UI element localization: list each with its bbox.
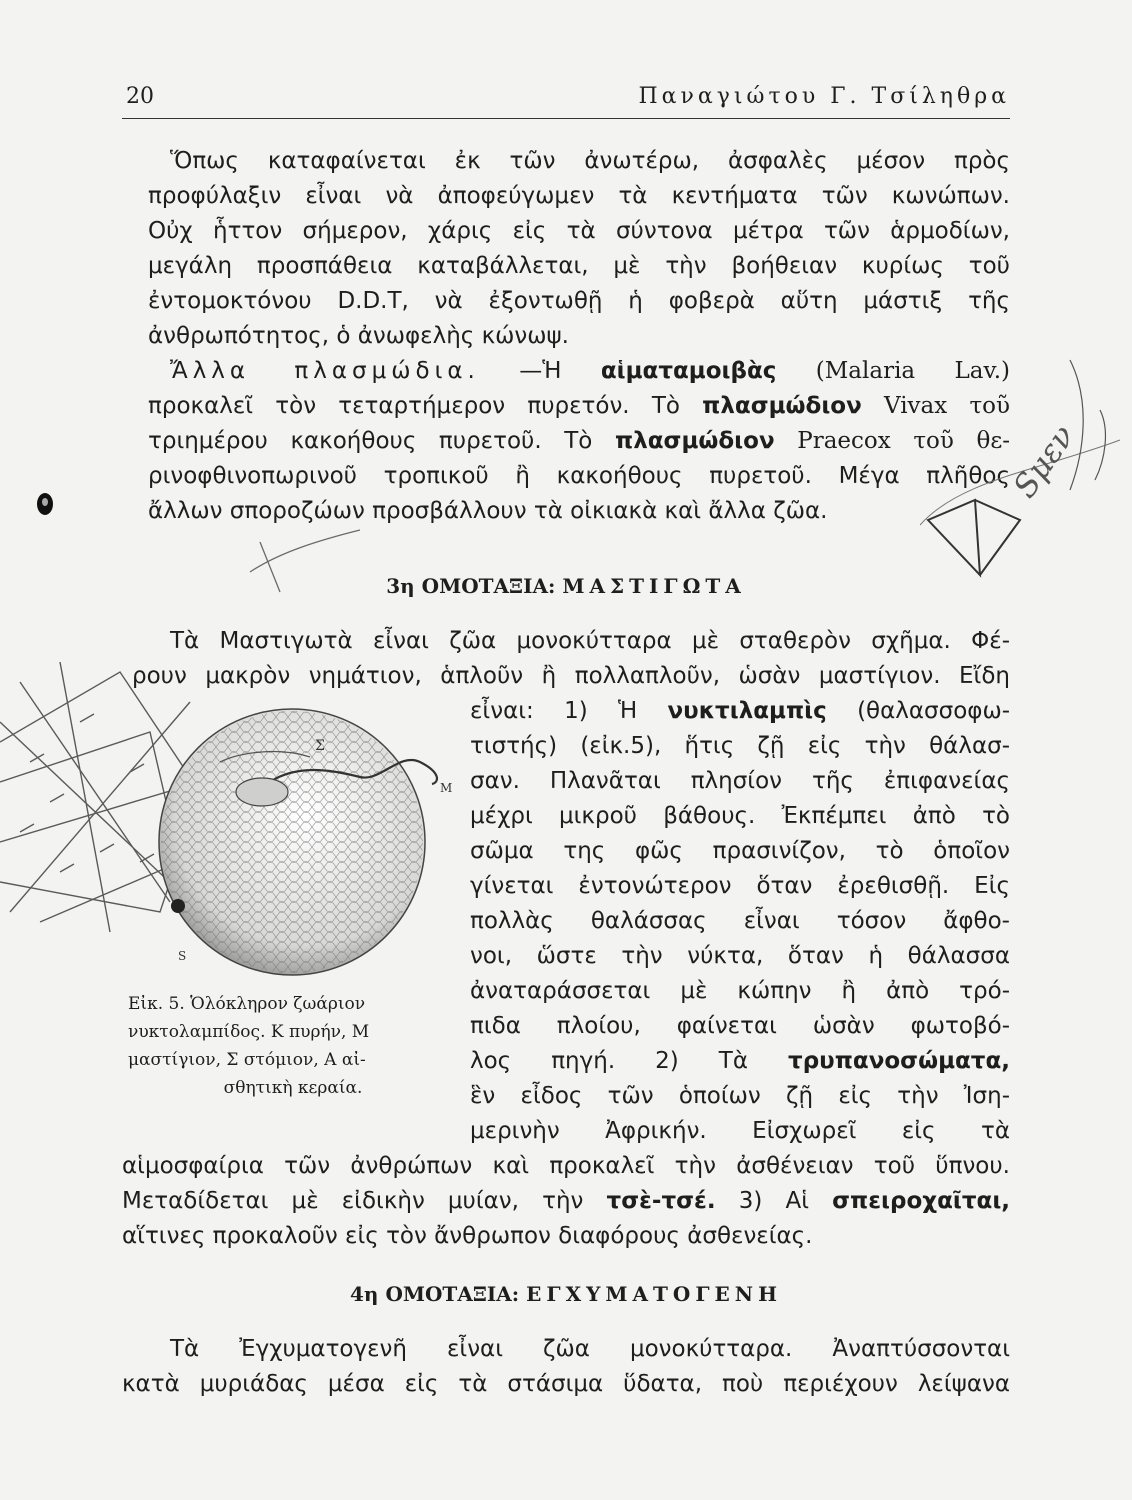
term-trypanosomata: τρυπανοσώματα,: [788, 1048, 1011, 1074]
text-line: μεγάλη προσπάθεια καταβάλλεται, μὲ τὴν βοήθειαν κυρίως τοῦ: [148, 253, 1010, 279]
margin-pencil-sketch: [920, 340, 1132, 580]
term-noctiluca: νυκτιλαμπὶς: [667, 698, 827, 724]
caption-line: μαστίγιον, Σ στόμιον, Α αἰ-: [128, 1050, 366, 1070]
text-line: προκαλεῖ τὸν τεταρτήμερον πυρετόν. Τὸ πλασμώδιον Vivax τοῦ: [148, 393, 1011, 419]
text-line: ρινοφθινοπωρινοῦ τροπικοῦ ἢ κακοήθους πυρετοῦ. Μέγα πλῆθος: [148, 463, 1010, 489]
noctiluca-figure: [0, 662, 470, 992]
text-line: ἓν εἶδος τῶν ὁποίων ζῇ εἰς τὴν Ἰση-: [470, 1083, 1010, 1109]
figure-caption: [128, 990, 458, 1102]
text-line: λος πηγή. 2) Τὰ τρυπανοσώματα,: [470, 1048, 1011, 1074]
heading-label: ΟΜΟΤΑΞΙΑ:: [385, 1282, 520, 1306]
label-sigma: Σ: [315, 738, 325, 754]
text-line: τριημέρου κακοήθους πυρετοῦ. Τὸ πλασμώδιον Praecox τοῦ θε-: [148, 428, 1011, 454]
text-line: Οὐχ ἧττον σήμερον, χάρις εἰς τὰ σύντονα μέτρα τῶν ἁρμοδίων,: [148, 218, 1010, 244]
heading-number: 4η: [350, 1282, 379, 1306]
text-line: γίνεται ἐντονώτερον ὅταν ἐρεθισθῇ. Εἰς: [470, 873, 1010, 899]
caption-line: νυκτολαμπίδος. Κ πυρήν, Μ: [128, 1022, 370, 1042]
running-head: Παναγιώτου Γ. Τσίληθρα: [638, 84, 1010, 109]
text-line: Ἄλλα πλασμώδια. —Ἡ αἱματαμοιβὰς (Malaria Lav.): [170, 358, 1011, 384]
text-line: σῶμα της φῶς πρασινίζον, τὸ ὁποῖον: [470, 838, 1010, 864]
text-line: κατὰ μυριάδας μέσα εἰς τὰ στάσιμα ὕδατα, ποὺ περιέχουν λείψανα: [122, 1371, 1010, 1397]
text-line: πιδα πλοίου, φαίνεται ὡσὰν φωτοβό-: [470, 1013, 1010, 1039]
header-rule: [122, 118, 1010, 119]
text-line: μερινὴν Ἀφρικήν. Εἰσχωρεῖ εἰς τὰ: [470, 1118, 1010, 1144]
heading-name: ΜΑΣΤΙΓΩΤΑ: [562, 574, 746, 598]
page-header: [122, 84, 1010, 114]
term-haematamoebas: αἱματαμοιβὰς: [600, 358, 777, 384]
section-heading-4: [0, 1282, 1132, 1306]
text-line: εἶναι: 1) Ἡ νυκτιλαμπὶς (θαλασσοφω-: [470, 698, 1011, 724]
plasmodia-paragraph: [148, 354, 1010, 529]
caption-line: Εἰκ. 5. Ὁλόκληρον ζωάριον: [128, 994, 366, 1014]
text-line: ἀναταράσσεται μὲ κώπην ἢ ἀπὸ τρό-: [470, 978, 1010, 1004]
caption-line: σθητικὴ κεραία.: [223, 1078, 363, 1098]
text-line: προφύλαξιν εἶναι νὰ ἀποφεύγωμεν τὰ κεντήματα τῶν κωνώπων.: [148, 183, 1010, 209]
text-line: ἐντομοκτόνου D.D.T, νὰ ἐξοντωθῇ ἡ φοβερὰ αὕτη μάστιξ τῆς: [148, 288, 1010, 314]
nucleus: [236, 778, 288, 806]
text-line: μέχρι μικροῦ βάθους. Ἐκπέμπει ἀπὸ τὸ: [470, 803, 1010, 829]
pencil-cross-mark: [230, 512, 370, 602]
text-line: τιστής) (εἰκ.5), ἥτις ζῇ εἰς τὴν θάλασ-: [470, 733, 1010, 759]
cell-texture: [161, 711, 423, 973]
text-line: αἱμοσφαίρια τῶν ἀνθρώπων καὶ προκαλεῖ τὴν ἀσθένειαν τοῦ ὕπνου.: [122, 1153, 1010, 1179]
ink-blot: [34, 490, 56, 518]
text-line: Τὰ Ἐγχυματογενῆ εἶναι ζῶα μονοκύτταρα. Ἀναπτύσσονται: [170, 1336, 1010, 1362]
label-m: Μ: [440, 781, 453, 795]
term-tsetse: τσὲ-τσέ.: [606, 1188, 716, 1214]
mastigota-column: [470, 694, 1010, 1149]
term-spirochaetae: σπειροχαῖται,: [832, 1188, 1011, 1214]
heading-name: ΕΓΧΥΜΑΤΟΓΕΝΗ: [526, 1282, 782, 1306]
heading-label: ΟΜΟΤΑΞΙΑ:: [421, 574, 556, 598]
label-s: S: [178, 949, 187, 963]
page-number: 20: [126, 84, 154, 109]
enchymatogena-paragraph: [122, 1332, 1010, 1402]
text-line: νοι, ὥστε τὴν νύκτα, ὅταν ἡ θάλασσα: [470, 943, 1010, 969]
heading-number: 3η: [386, 574, 415, 598]
text-line: Ὅπως καταφαίνεται ἐκ τῶν ἀνωτέρω, ἀσφαλὲς μέσον πρὸς: [170, 148, 1010, 174]
paragraph-title: Ἄλλα πλασμώδια.: [170, 358, 480, 384]
text-line: αἵτινες προκαλοῦν εἰς τὸν ἄνθρωπον διαφόρους ἀσθενείας.: [122, 1223, 813, 1249]
text-line: Τὰ Μαστιγωτὰ εἶναι ζῶα μονοκύτταρα μὲ σταθερὸν σχῆμα. Φέ-: [170, 628, 1010, 654]
text-line: σαν. Πλανᾶται πλησίον τῆς ἐπιφανείας: [470, 768, 1010, 794]
pencil-dot: [171, 899, 185, 913]
text-line: ἄλλων σπορoζώων προσβάλλουν τὰ οἰκιακὰ καὶ ἄλλα ζῶα.: [148, 498, 828, 524]
intro-paragraph: [148, 144, 1010, 354]
mastigota-continuation: [122, 1149, 1010, 1254]
text-line: ρουν μακρὸν νημάτιον, ἁπλοῦν ἢ πολλαπλοῦν, ὡσὰν μαστίγιον. Εἴδη: [132, 663, 1010, 689]
text-line: Μεταδίδεται μὲ εἰδικὴν μυίαν, τὴν τσὲ-τσέ. 3) Αἱ σπειροχαῖται,: [122, 1188, 1011, 1214]
text-line: πολλὰς θαλάσσας εἶναι τόσον ἄφθο-: [470, 908, 1010, 934]
term-plasmodium: πλασμώδιον: [615, 428, 775, 454]
text-line: ἀνθρωπότητος, ὁ ἀνωφελὴς κώνωψ.: [148, 323, 569, 349]
term-plasmodium: πλασμώδιον: [702, 393, 862, 419]
margin-scribble: Sμεν: [1005, 417, 1083, 505]
